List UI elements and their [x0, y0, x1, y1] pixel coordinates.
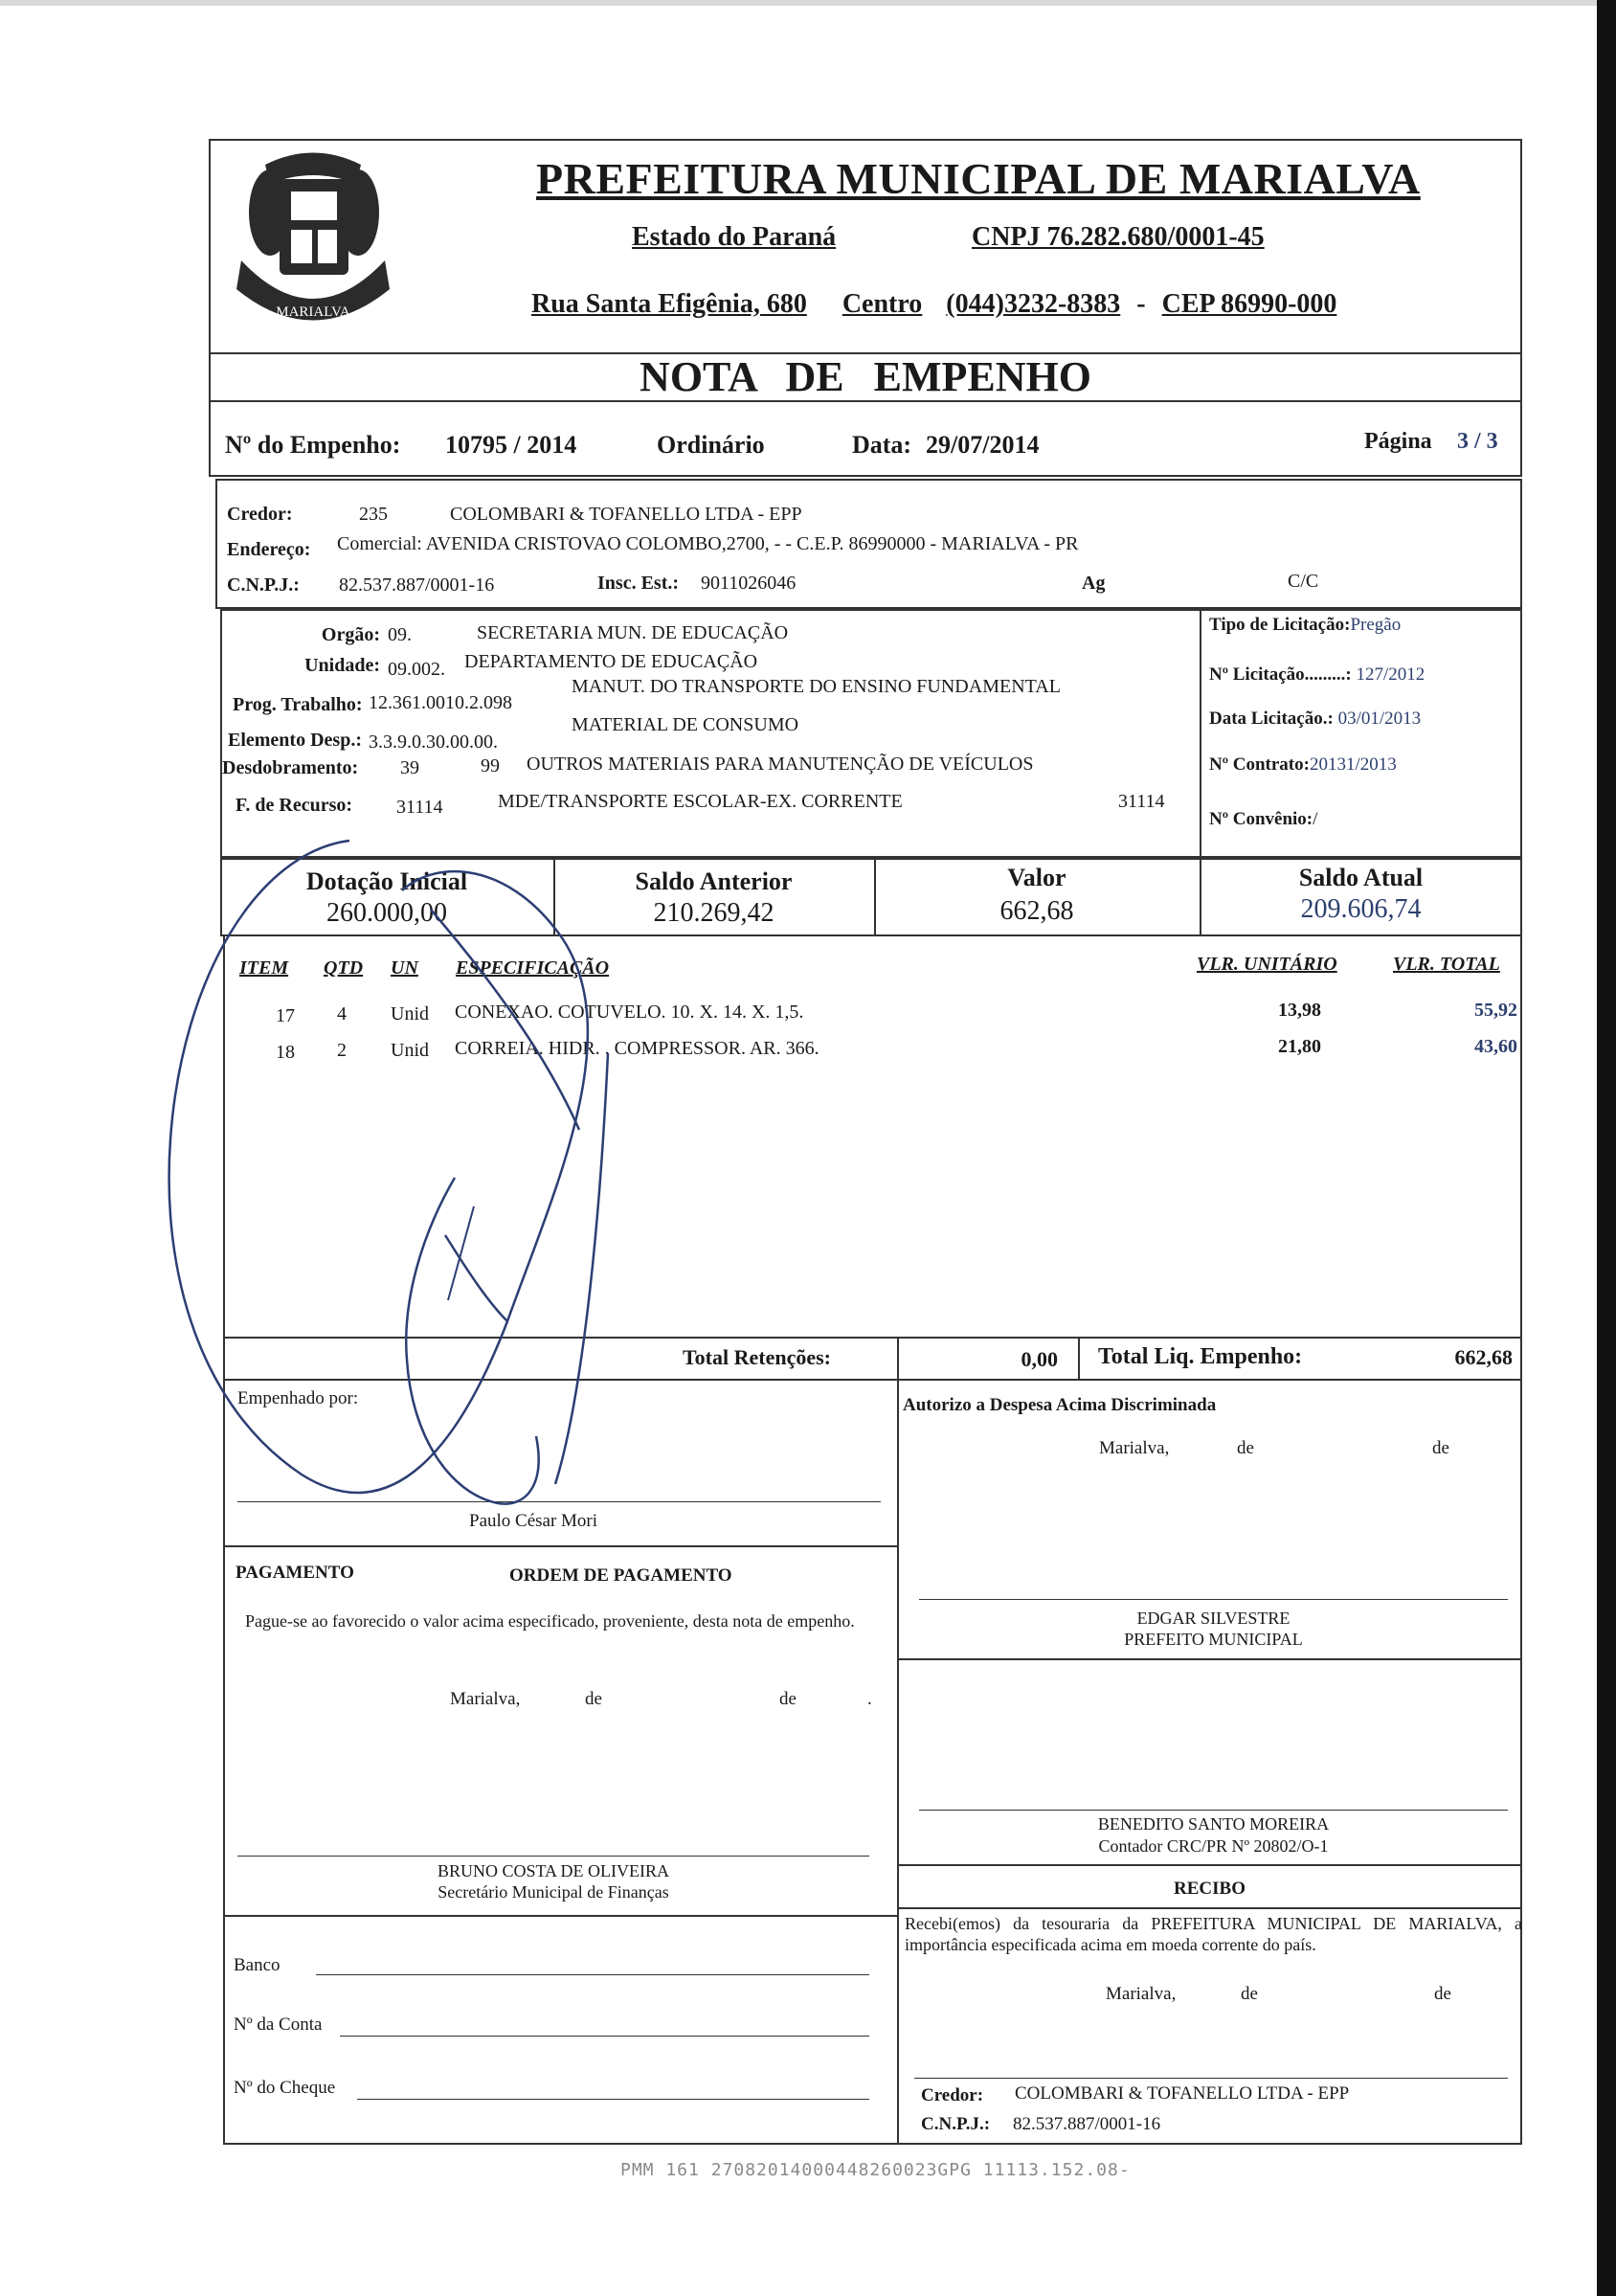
ag-label: Ag [1082, 573, 1106, 594]
item-un: Unid [391, 1040, 429, 1061]
dotacao-value: 260.000,00 [326, 898, 447, 928]
recurso-code: 31114 [396, 797, 443, 818]
totais-divider-2 [1078, 1337, 1080, 1381]
pagina-label: Página [1364, 429, 1432, 454]
autorizo-text: Autorizo a Despesa Acima Discriminada [903, 1395, 1217, 1415]
retencoes-value: 0,00 [1021, 1347, 1058, 1371]
recibo-divider [897, 1907, 1522, 1909]
liq-value: 662,68 [1454, 1345, 1513, 1369]
orgao-name: SECRETARIA MUN. DE EDUCAÇÃO [477, 622, 789, 643]
crest-label: MARIALVA [276, 304, 350, 320]
contrato-label: Nº Contrato: [1209, 754, 1310, 775]
insc-value: 9011026046 [701, 573, 797, 594]
credor-endereco: Comercial: AVENIDA CRISTOVAO COLOMBO,2700, - - C.E.P. 86990000 - MARIALVA - PR [337, 533, 1079, 554]
desd-code: 39 [400, 757, 419, 778]
autorizo-cidade: Marialva, [1099, 1438, 1170, 1458]
header-separator: - [1136, 289, 1146, 319]
credor-cnpj-label: C.N.P.J.: [227, 574, 300, 596]
elem-name: MATERIAL DE CONSUMO [572, 714, 799, 735]
pagamento-de-1: de [585, 1689, 602, 1709]
item-unit: 21,80 [1278, 1036, 1321, 1057]
header-address-line [531, 289, 1336, 320]
item-qtd: 4 [337, 1003, 347, 1024]
prog-label: Prog. Trabalho: [233, 694, 363, 715]
empenho-data: 29/07/2014 [926, 431, 1040, 459]
recibo-credor-label: Credor: [921, 2085, 984, 2105]
item-un: Unid [391, 1003, 429, 1024]
desd-name: OUTROS MATERIAIS PARA MANUTENÇÃO DE VEÍCULOS [527, 754, 1034, 775]
convenio-line [1209, 809, 1317, 830]
item-total: 55,92 [1474, 1000, 1517, 1021]
contrato-line [1209, 754, 1397, 776]
valor-label: Valor [1007, 864, 1066, 891]
autorizo-de-2: de [1432, 1438, 1449, 1458]
col-item: ITEM [239, 957, 289, 979]
convenio-value: / [1313, 809, 1318, 829]
unidade-name: DEPARTAMENTO DE EDUCAÇÃO [464, 651, 758, 672]
prefeito-nome: EDGAR SILVESTRE [1136, 1609, 1291, 1628]
contador-signature-line [919, 1810, 1508, 1811]
orgao-code: 09. [388, 624, 412, 645]
atual-value: 209.606,74 [1300, 894, 1422, 924]
prog-name: MANUT. DO TRANSPORTE DO ENSINO FUNDAMENTAL [572, 676, 1061, 697]
empenho-num-label: Nº do Empenho: [225, 431, 401, 459]
conta-label: Nº da Conta [234, 2015, 323, 2035]
banco-label: Banco [234, 1955, 281, 1975]
pagina-value: 3 / 3 [1457, 429, 1498, 454]
lic-num-label: Nº Licitação.........: [1209, 664, 1352, 685]
item-unit: 13,98 [1278, 1000, 1321, 1021]
insc-label: Insc. Est.: [597, 573, 680, 594]
recibo-cnpj: 82.537.887/0001-16 [1013, 2114, 1161, 2134]
scan-top-edge [0, 0, 1616, 6]
secretario-signature-line [237, 1856, 869, 1857]
prefeito-bottom [897, 1658, 1522, 1660]
header-cnpj: CNPJ 76.282.680/0001-45 [972, 222, 1265, 252]
footer-code: PMM 161 27082014000448260023GPG 11113.152.08- [620, 2160, 1131, 2180]
credor-label: Credor: [227, 504, 293, 525]
liq-label: Total Liq. Empenho: [1098, 1344, 1303, 1369]
pagamento-label: PAGAMENTO [236, 1563, 354, 1583]
valor-value: 662,68 [999, 896, 1074, 926]
desd-label: Desdobramento: [222, 757, 359, 778]
lic-tipo: Pregão [1350, 615, 1402, 635]
prefeito-cargo: PREFEITO MUNICIPAL [1124, 1630, 1303, 1649]
contrato-value: 20131/2013 [1309, 754, 1397, 775]
credor-code: 235 [359, 504, 388, 525]
desd-sub: 99 [481, 755, 500, 777]
document-title: NOTA DE EMPENHO [640, 353, 1091, 400]
header-district: Centro [842, 289, 923, 319]
empenho-data-label: Data: [852, 431, 912, 459]
elem-label: Elemento Desp.: [228, 730, 362, 751]
contador-cargo: Contador CRC/PR Nº 20802/O-1 [1098, 1836, 1329, 1856]
unidade-code: 09.002. [388, 659, 445, 680]
recibo-credor: COLOMBARI & TOFANELLO LTDA - EPP [1015, 2083, 1350, 2104]
cheque-label: Nº do Cheque [234, 2078, 336, 2098]
lic-num: 127/2012 [1356, 664, 1425, 685]
cc-label: C/C [1288, 571, 1319, 592]
handwritten-signature [144, 823, 680, 1551]
credor-cnpj: 82.537.887/0001-16 [339, 574, 495, 596]
elem-code: 3.3.9.0.30.00.00. [369, 732, 498, 753]
item-esp: CONEXAO. COTUVELO. 10. X. 14. X. 1,5. [455, 1002, 804, 1023]
scan-right-edge [1597, 0, 1616, 2296]
endereco-label: Endereço: [227, 539, 311, 560]
lic-num-line [1209, 664, 1425, 686]
header-phone: (044)3232-8383 [946, 289, 1121, 319]
recurso-code-2: 31114 [1118, 791, 1165, 812]
unidade-label: Unidade: [304, 655, 380, 676]
lic-tipo-line [1209, 615, 1401, 636]
retencoes-label: Total Retenções: [683, 1345, 831, 1369]
autorizo-de-1: de [1237, 1438, 1254, 1458]
header-state: Estado do Paraná [632, 222, 837, 252]
recibo-texto: Recebi(emos) da tesouraria da PREFEITURA MUNICIPAL DE MARIALVA, a importância especificada acima em moeda corrente do país. [905, 1914, 1522, 1954]
lic-tipo-label: Tipo de Licitação: [1209, 615, 1351, 635]
pagamento-de-2: de [779, 1689, 797, 1709]
header-address: Rua Santa Efigênia, 680 [531, 289, 807, 319]
col-qtd: QTD [324, 957, 364, 979]
cheque-line [357, 2099, 869, 2100]
recurso-label: F. de Recurso: [236, 795, 353, 816]
col-un: UN [391, 957, 418, 979]
municipal-crest-icon [213, 146, 414, 351]
totais-divider-1 [897, 1337, 899, 1381]
recibo-de-2: de [1434, 1984, 1451, 2004]
conta-line [340, 2036, 869, 2037]
lic-data-line [1209, 709, 1421, 730]
header-title: PREFEITURA MUNICIPAL DE MARIALVA [536, 154, 1421, 203]
item-esp: CORREIA. HIDR. . COMPRESSOR. AR. 366. [455, 1038, 819, 1059]
item-number: 17 [276, 1005, 295, 1026]
item-qtd: 2 [337, 1040, 347, 1061]
prog-code: 12.361.0010.2.098 [369, 692, 512, 713]
secretario-bottom [223, 1915, 897, 1917]
recibo-de-1: de [1241, 1984, 1258, 2004]
contador-bottom [897, 1864, 1522, 1866]
col-total: VLR. TOTAL [1393, 954, 1500, 975]
prefeito-signature-line [919, 1599, 1508, 1600]
recibo-signature-line [914, 2078, 1508, 2079]
pagamento-texto: Pague-se ao favorecido o valor acima especificado, proveniente, desta nota de empenho. [245, 1611, 855, 1631]
pagamento-ponto: . [867, 1689, 872, 1709]
recibo-cidade: Marialva, [1106, 1984, 1177, 2004]
lower-divider [897, 1379, 899, 2145]
recurso-name: MDE/TRANSPORTE ESCOLAR-EX. CORRENTE [498, 791, 903, 812]
atual-label: Saldo Atual [1298, 864, 1424, 891]
empenho-tipo: Ordinário [657, 431, 765, 459]
secretario-cargo: Secretário Municipal de Finanças [438, 1882, 669, 1902]
contador-nome: BENEDITO SANTO MOREIRA [1097, 1814, 1330, 1834]
credor-name: COLOMBARI & TOFANELLO LTDA - EPP [450, 504, 802, 525]
convenio-label: Nº Convênio: [1209, 809, 1313, 829]
orgao-label: Orgão: [321, 624, 380, 645]
anterior-label: Saldo Anterior [635, 867, 793, 895]
dotacao-label: Dotação Inicial [305, 867, 468, 895]
empenhado-label: Empenhado por: [237, 1388, 359, 1408]
recibo-cnpj-label: C.N.P.J.: [921, 2114, 991, 2134]
secretario-nome: BRUNO COSTA DE OLIVEIRA [437, 1861, 670, 1880]
item-number: 18 [276, 1042, 295, 1063]
col-unit: VLR. UNITÁRIO [1197, 954, 1337, 975]
header-cep: CEP 86990-000 [1161, 289, 1337, 319]
title-divider [209, 400, 1522, 402]
pagamento-cidade: Marialva, [450, 1689, 521, 1709]
lic-data-label: Data Licitação.: [1209, 709, 1334, 729]
col-esp: ESPECIFICAÇÃO [456, 957, 610, 979]
anterior-value: 210.269,42 [653, 898, 774, 928]
ordem-label: ORDEM DE PAGAMENTO [509, 1565, 732, 1586]
banco-line [316, 1974, 869, 1975]
item-total: 43,60 [1474, 1036, 1517, 1057]
empenho-num: 10795 / 2014 [445, 431, 577, 459]
licitacao-divider [1200, 609, 1201, 858]
recibo-label: RECIBO [1174, 1879, 1246, 1899]
lic-data: 03/01/2013 [1337, 709, 1422, 729]
empenhado-nome: Paulo César Mori [469, 1511, 598, 1531]
